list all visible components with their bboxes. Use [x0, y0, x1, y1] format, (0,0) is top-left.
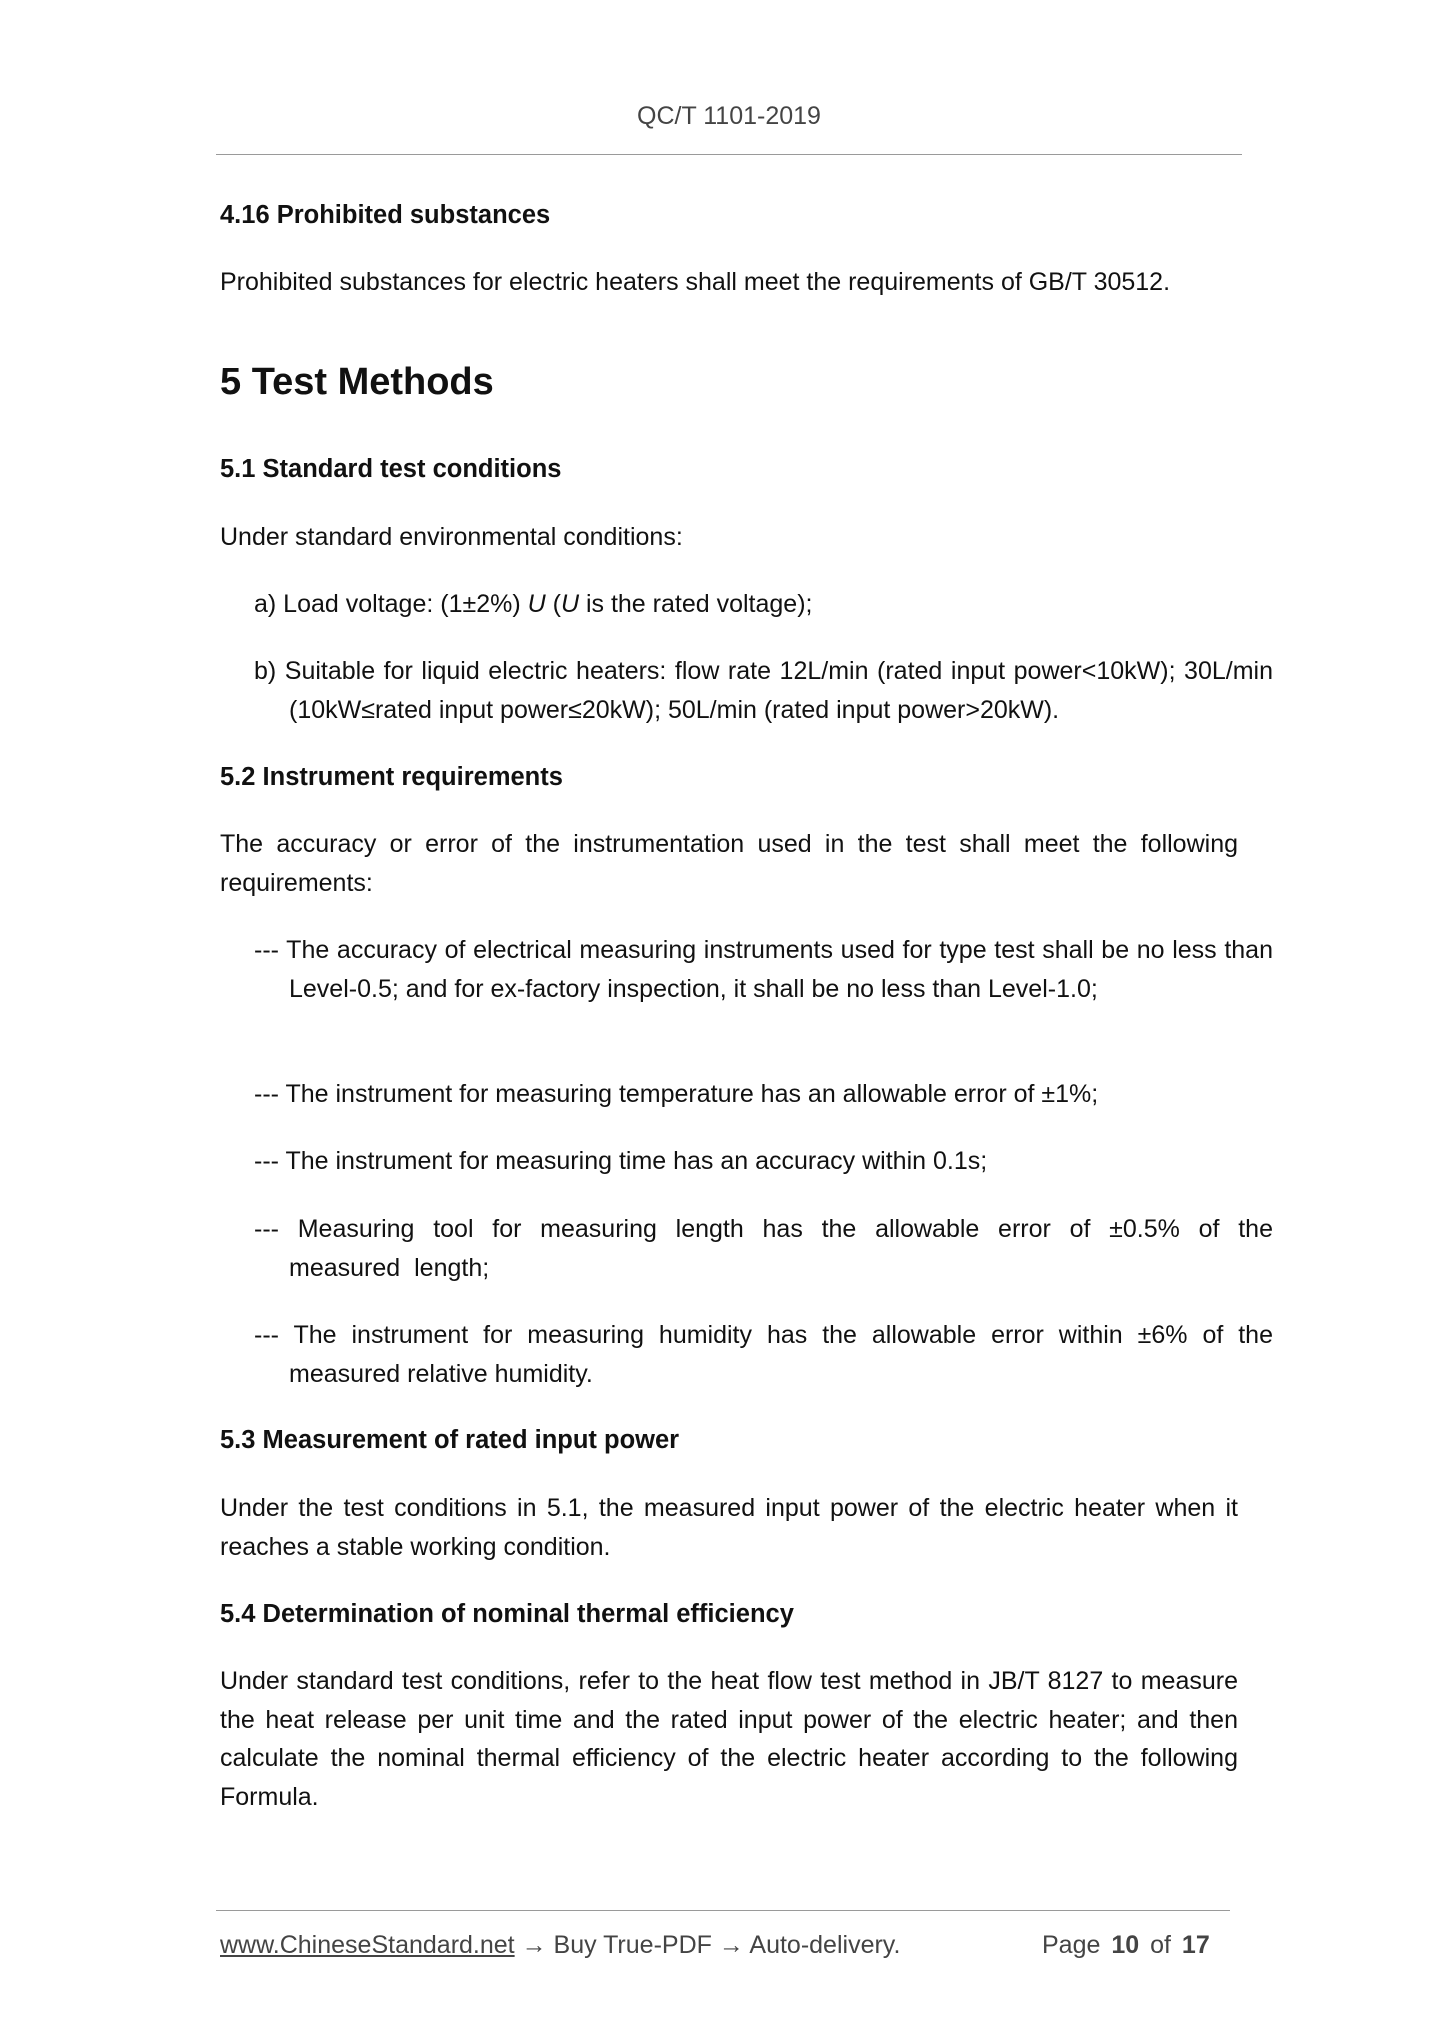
list-item-5-1-a	[254, 585, 1273, 624]
header-divider	[216, 154, 1242, 155]
of-label: of	[1150, 1931, 1171, 1959]
paragraph-5-2-intro: The accuracy or error of the instrumentation used in the test shall meet the following requirements:	[220, 830, 1238, 897]
page-current: 10	[1111, 1931, 1140, 1959]
item-a-text: a) Load voltage: (1±2%)	[254, 590, 528, 618]
promo-text: → Buy True-PDF → Auto-delivery.	[514, 1931, 901, 1959]
heading-5: 5 Test Methods	[220, 361, 494, 403]
list-item-5-1-b: b) Suitable for liquid electric heaters: flow rate 12L/min (rated input power<10kW); 30L/min (10kW≤rated input power≤20kW); 50L/min (rated input power>20kW).	[254, 657, 1273, 724]
voltage-symbol: U	[560, 590, 580, 618]
footer-divider	[216, 1910, 1230, 1911]
heading-4-16: 4.16 Prohibited substances	[220, 201, 551, 229]
paragraph-5-3: Under the test conditions in 5.1, the measured input power of the electric heater when it reaches a stable working condition.	[220, 1494, 1238, 1561]
document-code-header: QC/T 1101-2019	[637, 102, 821, 130]
footer-promo	[220, 1931, 900, 1960]
item-a-separator: (	[545, 590, 561, 618]
voltage-symbol: U	[527, 590, 546, 618]
heading-5-1: 5.1 Standard test conditions	[220, 455, 562, 483]
list-item-5-2-2: --- The instrument for measuring temperature has an allowable error of ±1%;	[254, 1080, 1099, 1108]
list-item-5-2-5: --- The instrument for measuring humidity has the allowable error within ±6% of the measured relative humidity.	[254, 1321, 1273, 1388]
list-item-5-2-3: --- The instrument for measuring time has an accuracy within 0.1s;	[254, 1147, 988, 1175]
heading-5-2: 5.2 Instrument requirements	[220, 763, 563, 791]
heading-5-4: 5.4 Determination of nominal thermal efficiency	[220, 1600, 794, 1628]
page-label: Page	[1042, 1931, 1101, 1959]
page-total: 17	[1181, 1931, 1210, 1959]
list-item-5-2-1: --- The accuracy of electrical measuring instruments used for type test shall be no less than Level-0.5; and for ex-factory inspection, it shall be no less than Level-1.0;	[254, 936, 1273, 1003]
paragraph-4-16: Prohibited substances for electric heaters shall meet the requirements of GB/T 30512.	[220, 268, 1171, 296]
item-a-suffix: is the rated voltage);	[579, 590, 813, 618]
page-number	[1042, 1931, 1210, 1960]
paragraph-5-4: Under standard test conditions, refer to the heat flow test method in JB/T 8127 to measure the heat release per unit time and the rated input power of the electric heater; and then calculate the nominal thermal efficiency of the electric heater according to the following Formula.	[220, 1667, 1238, 1811]
paragraph-5-1-intro: Under standard environmental conditions:	[220, 523, 683, 551]
heading-5-3: 5.3 Measurement of rated input power	[220, 1426, 680, 1454]
website-link[interactable]: www.ChineseStandard.net	[220, 1931, 515, 1959]
list-item-5-2-4: --- Measuring tool for measuring length has the allowable error of ±0.5% of the measured length;	[254, 1215, 1273, 1282]
